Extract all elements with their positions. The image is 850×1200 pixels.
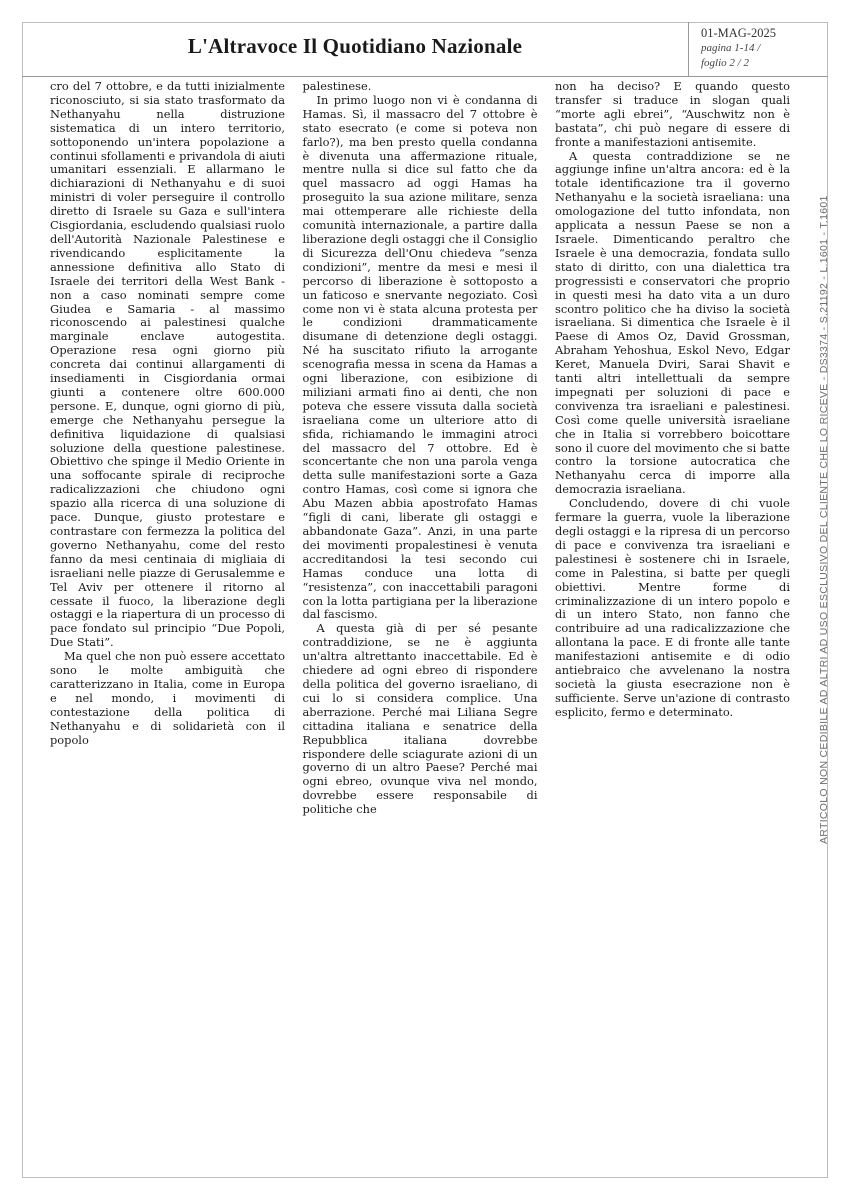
paragraph: palestinese.: [302, 79, 372, 93]
page-info: pagina 1-14 /: [701, 42, 761, 55]
article-column-2: [303, 80, 538, 910]
paragraph: cro del 7 ottobre, e da tutti inizialmente riconosciuto, si sia stato trasformato da Nethanyahu nella distruzione sistematica di un intero territorio, sottoponendo un'intera popolazione a continui sfollamenti e privandola di aiuti umanitari essenziali. E allarmano le dichiarazioni di Nethanyahu e di suoi ministri di voler perseguire il controllo diretto di Israele su Gaza e sull'intera Cisgiordania, escludendo qualsiasi ruolo dell'Autorità Nazionale Palestinese e rivendicando esplicitamente la annessione definitiva allo Stato di Israele dei territori della West Bank - non a caso nominati sempre come Giudea e Samaria - al massimo riconoscendo ai palestinesi qualche marginale enclave autogestita. Operazione resa ogni giorno più concreta dai continui allargamenti di insediamenti in Cisgiordania ormai giunti a contenere oltre 600.000 persone. E, dunque, ogni giorno di più, emerge che Nethanyahu persegue la definitiva liquidazione di qualsiasi soluzione della questione palestinese. Obiettivo che spinge il Medio Oriente in una soffocante spirale di reciproche radicalizzazioni che chiudono ogni spazio alla ricerca di una soluzione di pace. Dunque, giusto protestare e contrastare con fermezza la politica del governo Nethanyahu, come del resto fanno da mesi centinaia di migliaia di israeliani nelle piazze di Gerusalemme e Tel Aviv per ottenere il ritorno al cessate il fuoco, la liberazione degli ostaggi e la riapertura di un processo di pace fondato sul principio “Due Popoli, Due Stati”.: [50, 79, 285, 650]
copyright-side-note: ARTICOLO NON CEDIBILE AD ALTRI AD USO ESCLUSIVO DEL CLIENTE CHE LO RICEVE - DS3374 - S.21192 - L.1601 - T.1601: [818, 195, 830, 845]
article-column-3: [555, 80, 790, 910]
paragraph: In primo luogo non vi è condanna di Hamas. Sì, il massacro del 7 ottobre è stato esecrato (e come si poteva non farlo?), ma ben presto quella condanna è divenuta una affermazione rituale, mentre nulla si dice sul fatto che da quel massacro ad oggi Hamas ha proseguito la sua azione militare, senza mai ottemperare alle richieste della comunità internazionale, a partire dalla liberazione degli ostaggi che il Consiglio di Sicurezza dell'Onu chiedeva “senza condizioni”, mentre da mesi e mesi il percorso di liberazione è sottoposto a un faticoso e snervante negoziato. Così come non vi è stata alcuna protesta per le condizioni drammaticamente disumane di detenzione degli ostaggi. Né ha suscitato rifiuto la arrogante scenografia messa in scena da Hamas a ogni liberazione, con esibizione di miliziani armati fino ai denti, che non poteva che essere vissuta dalla società israeliana come un ulteriore atto di sfida, richiamando le immagini atroci del massacro del 7 ottobre. Ed è sconcertante che non una parola venga detta sulle manifestazioni sorte a Gaza contro Hamas, così come si ignora che Abu Mazen abbia apostrofato Hamas “figli di cani, liberate gli ostaggi e abbandonate Gaza”. Anzi, in una parte dei movimenti propalestinesi è venuta accreditandosi la tesi secondo cui Hamas conduce una lotta di “resistenza”, con inaccettabili paragoni con la lotta partigiana per la liberazione dal fascismo.: [302, 92, 538, 622]
article-column-1: [50, 80, 285, 910]
publication-date: 01-MAG-2025: [701, 26, 776, 40]
paragraph: A questa contraddizione se ne aggiunge infine un'altra ancora: ed è la totale identificazione tra il governo Nethanyahu e la società israeliana: una omologazione del tutto infondata, non applicata a nessun Paese se non a Israele. Dimenticando peraltro che Israele è una democrazia, fondata sullo stato di diritto, con una dialettica tra progressisti e conservatori che proprio in questi mesi ha dato vita a un duro scontro politico che ha diviso la società israeliana. Si dimentica che Israele è il Paese di Amos Oz, David Grossman, Abraham Yehoshua, Eskol Nevo, Edgar Keret, Manuela Dviri, Sarai Shavit e tanti altri intellettuali da sempre impegnati per soluzioni di pace e convivenza tra israeliani e palestinesi. Così come quelle università israeliane che in Italia si vorrebbero boicottare sono il cuore del movimento che si batte contro la torsione autocratica che Nethanyahu cerca di imporre alla democrazia israeliana.: [555, 148, 790, 497]
paragraph: Concludendo, dovere di chi vuole fermare la guerra, vuole la liberazione degli ostaggi e la ripresa di un percorso di pace e convivenza tra israeliani e palestinesi è sostenere chi in Israele, come in Palestina, si batte per quegli obiettivi. Mentre forme di criminalizzazione di un intero popolo e di un intero Stato, non fanno che contribuire ad una radicalizzazione che allontana la pace. E di fronte alle tante manifestazioni antisemite e di odio antiebraico che avvelenano la nostra società la giusta esecrazione non è sufficiente. Serve un'azione di contrasto esplicito, fermo e determinato.: [555, 496, 790, 719]
sheet-info: foglio 2 / 2: [701, 56, 749, 69]
paragraph: Ma quel che non può essere accettato sono le molte ambiguità che caratterizzano in Italia, come in Europa e nel mondo, i movimenti di contestazione della politica di Nethanyahu e di solidarietà con il popolo: [50, 649, 285, 747]
article-body: [50, 80, 790, 910]
publication-meta-box: [688, 22, 828, 76]
newspaper-masthead: L'Altravoce Il Quotidiano Nazionale: [187, 34, 523, 58]
paragraph: non ha deciso? E quando questo transfer si traduce in slogan quali “morte agli ebrei”, “Auschwitz non è bastata”, chi può negare di essere di fronte a manifestazioni antisemite.: [555, 79, 790, 149]
page-header: [22, 22, 828, 77]
paragraph: A questa già di per sé pesante contraddizione, se ne è aggiunta un'altra altrettanto inaccettabile. Ed è chiedere ad ogni ebreo di rispondere della politica del governo israeliano, di cui lo si considera complice. Una aberrazione. Perché mai Liliana Segre cittadina italiana e senatrice della Repubblica italiana dovrebbe rispondere delle sciagurate azioni di un governo di un altro Paese? Perché mai ogni ebreo, ovunque viva nel mondo, dovrebbe essere responsabile di politiche che: [302, 621, 538, 817]
